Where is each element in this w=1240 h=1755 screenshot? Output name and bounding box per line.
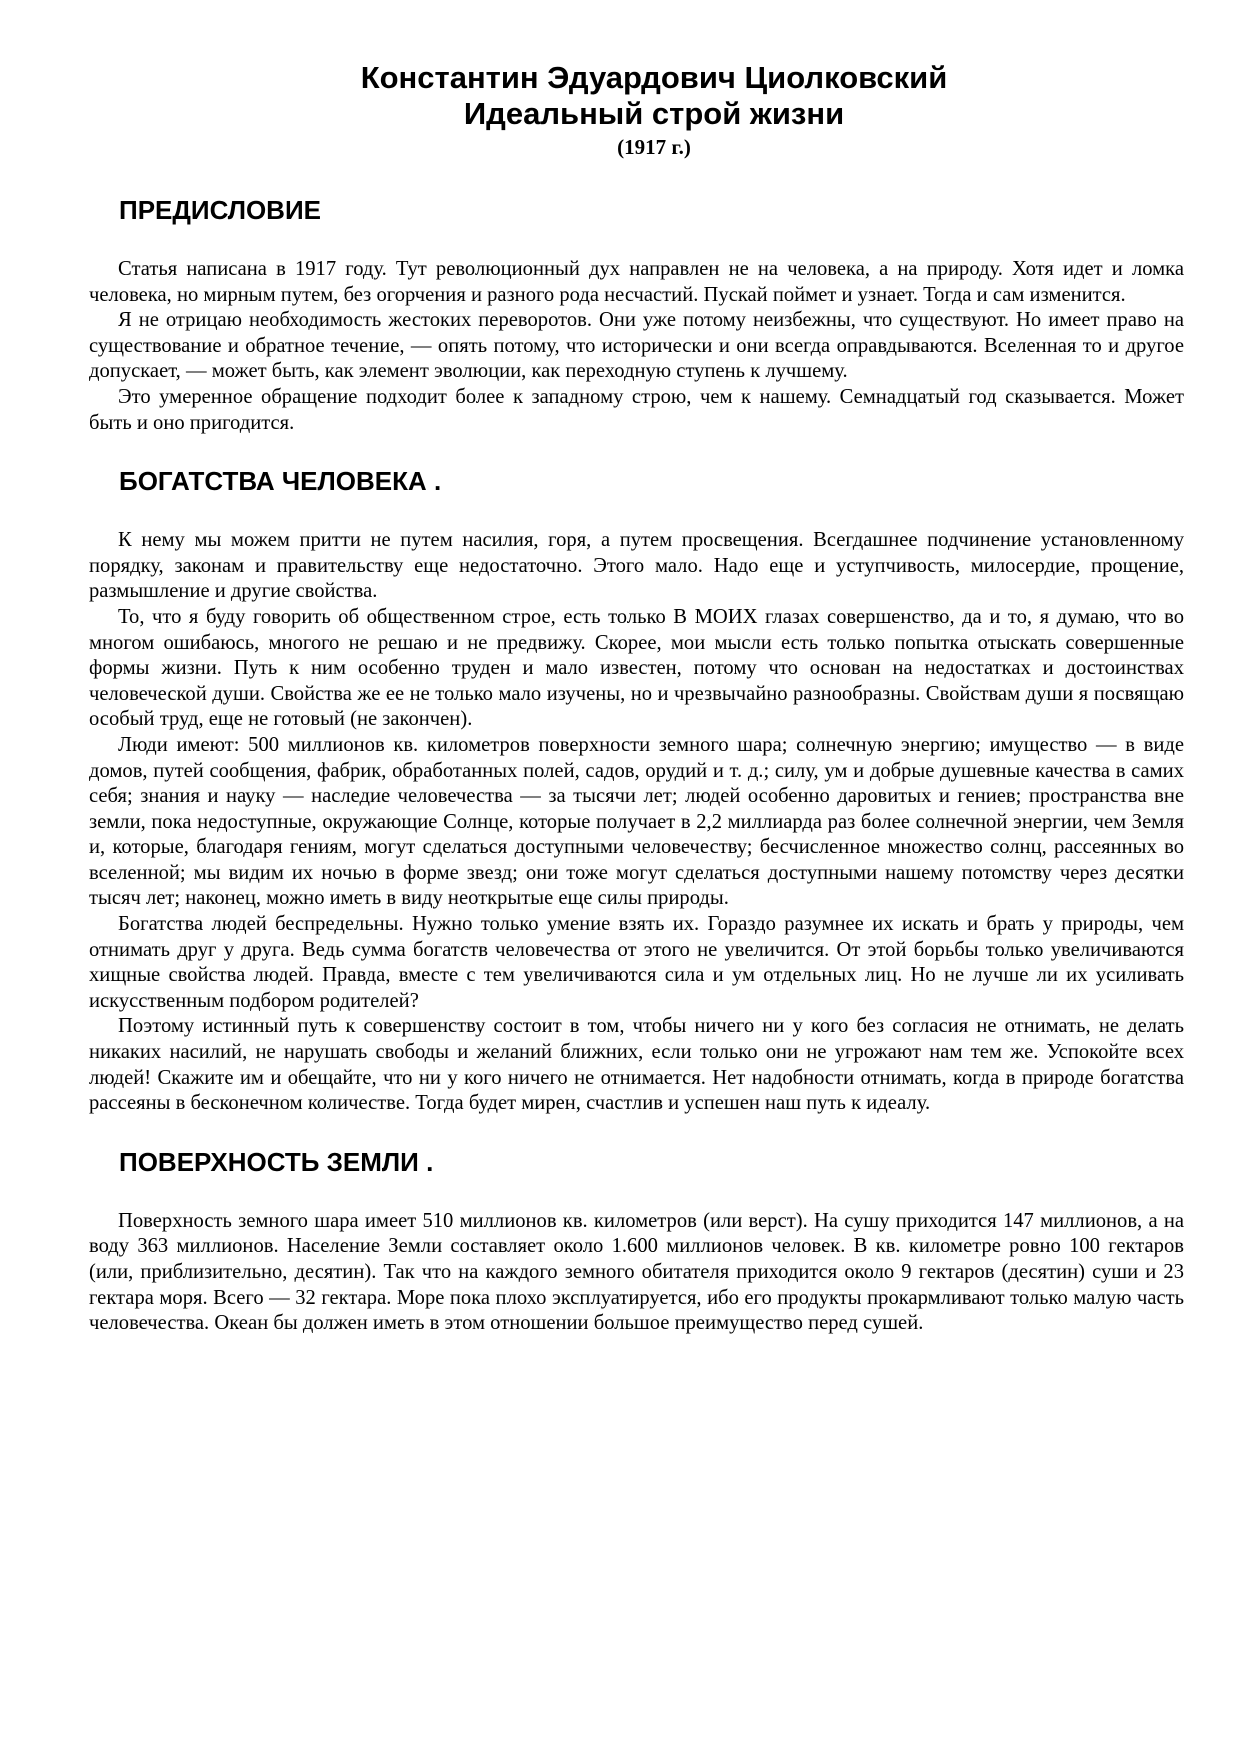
section-body-preface: [89, 257, 1184, 436]
section-heading-wealth: БОГАТСТВА ЧЕЛОВЕКА .: [119, 466, 442, 497]
section-heading-earth-surface: ПОВЕРХНОСТЬ ЗЕМЛИ .: [119, 1146, 434, 1177]
paragraph: К нему мы можем притти не путем насилия, горя, а путем просвещения. Всегдашнее подчинение установленному порядку, законам и правительству еще недостаточно. Этого мало. Надо еще и уступчивость, милосердие, прощение, размышление и другие свойства.: [89, 529, 1184, 603]
section-body-earth-surface: [89, 1209, 1184, 1337]
paragraph: Поэтому истинный путь к совершенству состоит в том, чтобы ничего ни у кого без согласия не отнимать, не делать никаких насилий, не нарушать свободы и желаний ближних, если только они не угрожают нам тем же. Успокойте всех людей! Скажите им и обещайте, что ни у кого ничего не отнимается. Нет надобности отнимать, когда в природе богатства рассеяны в бесконечном количестве. Тогда будет мирен, счастлив и успешен наш путь к идеалу.: [89, 1015, 1184, 1115]
paragraph: То, что я буду говорить об общественном строе, есть только В МОИХ глазах совершенство, да и то, я думаю, что во многом ошибаюсь, многого не решаю и не предвижу. Скорее, мои мысли есть только попытка отыскать совершенные формы жизни. Путь к ним особенно труден и мало известен, потому что основан на недостатках и достоинствах человеческой души. Свойства же ее не только мало изучены, но и чрезвычайно разнообразны. Свойствам души я посвящаю особый труд, еще не готовый (не закончен).: [89, 605, 1184, 731]
document-year: (1917 г.): [617, 135, 691, 159]
paragraph: Люди имеют: 500 миллионов кв. километров поверхности земного шара; солнечную энергию; имущество — в виде домов, путей сообщения, фабрик, обработанных полей, садов, орудий и т. д.; силу, ум и добрые душевные качества в самих себя; знания и науку — наследие человечества — за тысячи лет; людей особенно даровитых и гениев; пространства вне земли, пока недоступные, окружающие Солнце, которые получает в 2,2 миллиарда раз более солнечной энергии, чем Земля и, которые, благодаря гениям, могут сделаться доступными человечеству; бесчисленное множество солнц, рассеянных во вселенной; мы видим их ночью в форме звезд; они тоже могут сделаться доступными нашему потомству через десятки тысяч лет; наконец, можно иметь в виду неоткрытые еще силы природы.: [89, 733, 1184, 910]
heading-suffix: .: [426, 1146, 434, 1177]
paragraph: Поверхность земного шара имеет 510 миллионов кв. километров (или верст). На сушу приходится 147 миллионов, а на воду 363 миллионов. Население Земли составляет около 1.600 миллионов человек. В кв. километре ровно 100 гектаров (или, приблизительно, десятин). Так что на каждого земного обитателя приходится около 9 гектаров (десятин) суши и 23 гектара моря. Всего — 32 гектара. Море пока плохо эксплуатируется, ибо его продукты прокармливают только малую часть человечества. Океан бы должен иметь в этом отношении большое преимущество перед сушей.: [89, 1209, 1184, 1335]
paragraph: Богатства людей беспредельны. Нужно только умение взять их. Гораздо разумнее их искать и брать у природы, чем отнимать друг у друга. Ведь сумма богатств человечества от этого не увеличится. От этой борьбы только увеличиваются хищные свойства людей. Правда, вместе с тем увеличиваются сила и ум отдельных лиц. Но не лучше ли их усиливать искусственным подбором родителей?: [89, 913, 1184, 1012]
paragraph: Я не отрицаю необходимость жестоких переворотов. Они уже потому неизбежны, что существуют. Но имеет право на существование и обратное течение, — опять потому, что исторически и они всегда оправдываются. Вселенная то и другое допускает, — может быть, как элемент эволюции, как переходную ступень к лучшему.: [89, 309, 1184, 383]
section-body-wealth: [89, 528, 1184, 1117]
section-heading-preface: ПРЕДИСЛОВИЕ: [119, 195, 321, 225]
paragraph: Это умеренное обращение подходит более к западному строю, чем к нашему. Семнадцатый год сказывается. Может быть и оно пригодится.: [89, 385, 1184, 434]
author-name: Константин Эдуардович Циолковский: [360, 60, 948, 95]
heading-suffix: .: [433, 466, 442, 497]
document-title: Идеальный строй жизни: [463, 96, 845, 131]
title-block: [124, 60, 1184, 160]
paragraph: Статья написана в 1917 году. Тут революционный дух направлен не на человека, а на природу. Хотя идет и ломка человека, но мирным путем, без огорчения и разного рода несчастий. Пускай поймет и узнает. Тогда и сам изменится.: [89, 258, 1184, 306]
